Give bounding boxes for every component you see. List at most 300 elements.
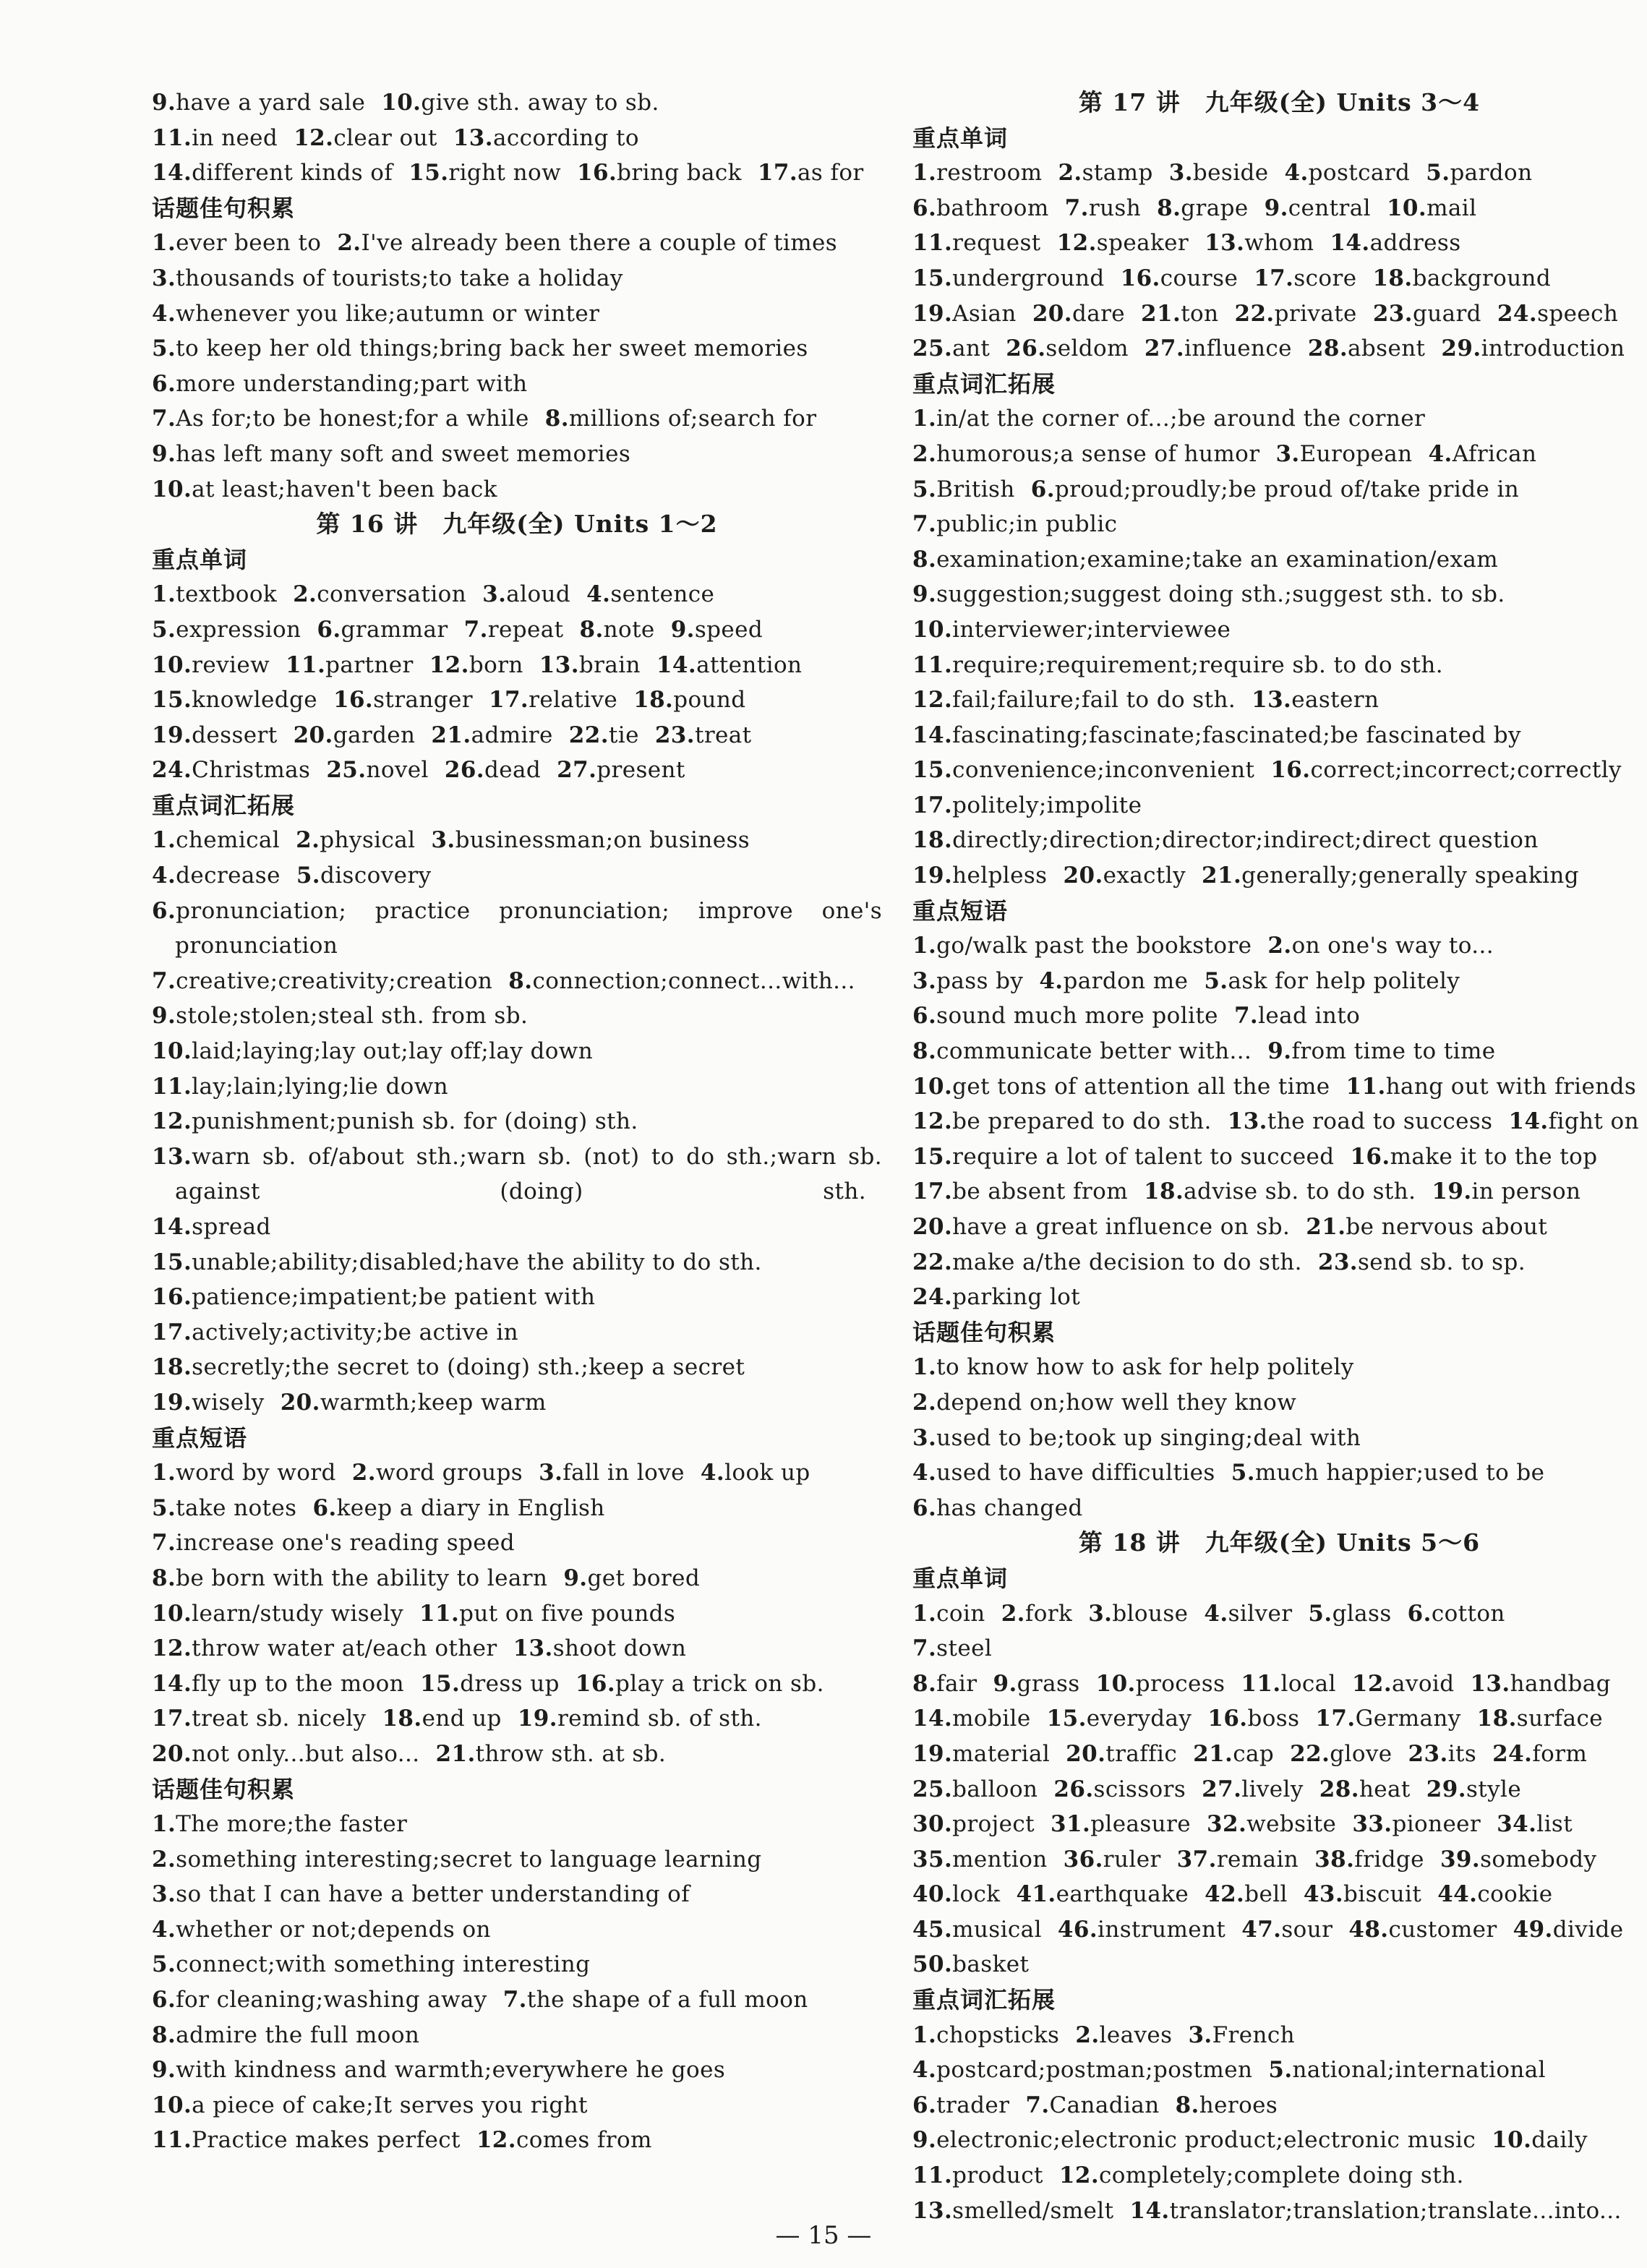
answer-item: 40.lock (912, 1881, 1001, 1908)
answer-item: 5.glass (1308, 1600, 1392, 1627)
answer-item: 14.address (1330, 230, 1461, 257)
answer-line (152, 85, 882, 121)
answer-line (912, 1139, 1646, 1175)
answer-item: 42.bell (1205, 1881, 1288, 1908)
answer-item: 27.influence (1144, 335, 1292, 362)
answer-line (152, 1139, 882, 1210)
answer-item: 9.speed (670, 616, 763, 643)
answer-item: 43.biscuit (1303, 1881, 1422, 1908)
answer-line (152, 1947, 882, 1982)
answer-item: 2.stamp (1058, 160, 1153, 187)
answer-line (152, 648, 882, 683)
answer-item: 9.get bored (563, 1565, 701, 1591)
answer-item: 4.sentence (586, 581, 715, 608)
answer-line (912, 1245, 1646, 1280)
answer-item: 10.learn/study wisely (152, 1600, 403, 1627)
answer-item: 3.used to be;took up singing;deal with (912, 1424, 1361, 1451)
section-heading: 重点单词 (912, 124, 1009, 152)
answer-item: 11.request (912, 230, 1041, 257)
answer-item: 25.balloon (912, 1776, 1038, 1802)
answer-item: 19.helpless (912, 863, 1048, 889)
answer-item: 13.the road to success (1227, 1108, 1493, 1135)
answer-item: 10.give sth. away to sb. (381, 90, 659, 116)
answer-line (912, 1807, 1646, 1842)
answer-item: 7.public;in public (912, 511, 1118, 538)
answer-line (912, 2088, 1646, 2123)
answer-line (152, 1210, 882, 1245)
answer-item: 10.get tons of attention all the time (912, 1073, 1330, 1100)
answer-line (912, 998, 1646, 1034)
answer-line (912, 1701, 1646, 1737)
answer-item: 23.guard (1372, 300, 1481, 327)
answer-line (912, 1947, 1646, 1982)
answer-item: 5.ask for help politely (1204, 967, 1460, 994)
answer-item: 5.discovery (296, 863, 432, 889)
right-column (912, 85, 1646, 2228)
answer-line (152, 612, 882, 648)
answer-item: 1.restroom (912, 160, 1043, 187)
answer-item: 3.thousands of tourists;to take a holiday (152, 265, 623, 291)
answer-item: 35.mention (912, 1846, 1048, 1873)
answer-line (152, 1596, 882, 1632)
answer-item: 14.fight on (1508, 1108, 1639, 1135)
answer-item: 10.at least;haven't been back (152, 476, 497, 502)
answer-item: 20.not only...but also... (152, 1740, 420, 1767)
answer-item: 16.bring back (577, 160, 742, 187)
answer-item: 3.pass by (912, 967, 1024, 994)
answer-item: 25.novel (326, 757, 429, 784)
answer-item: 19.material (912, 1740, 1051, 1767)
answer-line (152, 823, 882, 858)
answer-item: 12.speaker (1056, 230, 1189, 257)
answer-item: 2.fork (1001, 1600, 1073, 1627)
answer-line (912, 964, 1646, 999)
answer-line (152, 2123, 882, 2158)
answer-item: 21.cap (1193, 1740, 1275, 1767)
answer-line (152, 1877, 882, 1912)
answer-item: 37.remain (1176, 1846, 1299, 1873)
answer-item: 9.suggestion;suggest doing sth.;suggest sth. to sb. (912, 581, 1505, 608)
answer-item: 6.pronunciation; practice pronunciation; improve one's pronunciation (152, 897, 882, 959)
answer-item: 20.warmth;keep warm (280, 1389, 547, 1416)
answer-item: 24.form (1492, 1740, 1588, 1767)
answer-line (152, 331, 882, 367)
answer-item: 13.brain (539, 651, 641, 678)
answer-item: 17.as for (757, 160, 864, 187)
answer-item: 4.whether or not;depends on (152, 1916, 491, 1943)
answer-line (912, 1631, 1646, 1666)
answer-item: 15.unable;ability;disabled;have the ability to do sth. (152, 1249, 762, 1275)
answer-item: 17.relative (488, 687, 618, 714)
answer-item: 6.sound much more polite (912, 1003, 1218, 1030)
section-heading: 重点词汇拓展 (912, 369, 1056, 398)
answer-item: 1.chemical (152, 827, 281, 854)
answer-line (912, 823, 1646, 858)
answer-item: 27.lively (1202, 1776, 1304, 1802)
answer-line (912, 2018, 1646, 2053)
answer-item: 19.Asian (912, 300, 1017, 327)
answer-item: 4.postcard (1284, 160, 1411, 187)
answer-item: 24.parking lot (912, 1284, 1081, 1311)
answer-item: 18.directly;direction;director;indirect;direct question (912, 827, 1539, 854)
answer-item: 19.dessert (152, 722, 278, 748)
answer-item: 21.be nervous about (1306, 1214, 1548, 1240)
answer-item: 18.background (1372, 265, 1552, 291)
answer-item: 46.instrument (1057, 1916, 1226, 1943)
answer-item: 10.process (1095, 1670, 1225, 1697)
answer-item: 36.ruler (1063, 1846, 1161, 1873)
answer-item: 16.boss (1207, 1706, 1300, 1732)
answer-line (152, 858, 882, 894)
answer-item: 7.the shape of a full moon (502, 1987, 808, 2014)
answer-item: 13.warn sb. of/about sth.;warn sb. (not) to do sth.;warn sb. against (doing) sth. (152, 1143, 882, 1205)
answer-item: 12.fail;failure;fail to do sth. (912, 687, 1236, 714)
lesson-title: 第 18 讲 九年级(全) Units 5～6 (1078, 1528, 1481, 1557)
answer-item: 13.according to (453, 124, 639, 151)
answer-line (152, 437, 882, 472)
answer-item: 6.bathroom (912, 194, 1049, 221)
answer-line (912, 928, 1646, 964)
answer-item: 7.lead into (1233, 1003, 1361, 1030)
answer-item: 48.customer (1348, 1916, 1497, 1943)
answer-line (152, 121, 882, 156)
answer-item: 9.grass (993, 1670, 1080, 1697)
answer-line (152, 296, 882, 332)
answer-line (912, 2123, 1646, 2158)
answer-item: 2.humorous;a sense of humor (912, 440, 1260, 467)
answer-line (912, 155, 1646, 191)
answer-line (152, 1701, 882, 1737)
answer-line (152, 1491, 882, 1526)
answer-item: 2.leaves (1075, 2021, 1173, 2048)
answer-item: 13.eastern (1252, 687, 1379, 714)
answer-line (912, 1666, 1646, 1702)
answer-line (152, 753, 882, 788)
answer-line (152, 1104, 882, 1139)
answer-item: 2.depend on;how well they know (912, 1389, 1297, 1416)
answer-item: 15.underground (912, 265, 1105, 291)
answer-item: 11.Practice makes perfect (152, 2127, 461, 2154)
answer-item: 7.As for;to be honest;for a while (152, 406, 529, 432)
page-number: — 15 — (775, 2221, 872, 2250)
answer-item: 7.repeat (463, 616, 564, 643)
answer-item: 34.list (1497, 1811, 1573, 1838)
answer-item: 23.treat (654, 722, 752, 748)
answer-item: 7.steel (912, 1635, 993, 1662)
answer-item: 4.pardon me (1039, 967, 1189, 994)
answer-line (152, 226, 882, 261)
answer-item: 21.admire (431, 722, 553, 748)
answer-item: 5.pardon (1426, 160, 1533, 187)
answer-item: 3.so that I can have a better understanding of (152, 1881, 690, 1908)
answer-line (152, 1912, 882, 1948)
answer-item: 3.French (1188, 2021, 1295, 2048)
answer-item: 14.translator;translation;translate...into... (1129, 2197, 1622, 2224)
answer-item: 2.something interesting;secret to language learning (152, 1846, 762, 1873)
answer-item: 4.whenever you like;autumn or winter (152, 300, 600, 327)
answer-item: 3.beside (1168, 160, 1269, 187)
answer-line (912, 472, 1646, 508)
answer-line (912, 1280, 1646, 1315)
answer-item: 18.end up (382, 1706, 502, 1732)
answer-item: 2.word groups (351, 1460, 523, 1486)
answer-line (912, 1455, 1646, 1491)
answer-item: 6.keep a diary in English (312, 1494, 605, 1521)
answer-item: 12.avoid (1351, 1670, 1455, 1697)
answer-item: 14.fly up to the moon (152, 1670, 405, 1697)
answer-item: 14.spread (152, 1214, 271, 1240)
section-heading: 重点单词 (152, 545, 248, 573)
answer-item: 19.in person (1432, 1178, 1581, 1205)
answer-item: 8.be born with the ability to learn (152, 1565, 548, 1591)
answer-item: 32.website (1207, 1811, 1337, 1838)
answer-item: 25.ant (912, 335, 991, 362)
answer-item: 47.sour (1241, 1916, 1333, 1943)
answer-item: 1.to know how to ask for help politely (912, 1354, 1354, 1381)
answer-line (152, 1315, 882, 1351)
answer-item: 18.surface (1476, 1706, 1603, 1732)
answer-line (912, 753, 1646, 788)
answer-item: 6.proud;proudly;be proud of/take pride in (1030, 476, 1520, 502)
answer-line (152, 2053, 882, 2088)
answer-item: 20.traffic (1066, 1740, 1178, 1767)
answer-item: 17.be absent from (912, 1178, 1128, 1205)
answer-line (152, 2088, 882, 2123)
answer-item: 10.interviewer;interviewee (912, 616, 1231, 643)
answer-item: 12.comes from (476, 2127, 652, 2154)
answer-item: 11.put on five pounds (419, 1600, 676, 1627)
answer-line (912, 1772, 1646, 1807)
section-heading: 重点短语 (912, 896, 1009, 925)
answer-item: 26.seldom (1006, 335, 1129, 362)
answer-item: 8.grape (1157, 194, 1249, 221)
answer-item: 8.examination;examine;take an examination/exam (912, 546, 1499, 573)
answer-item: 33.pioneer (1352, 1811, 1481, 1838)
answer-line (912, 437, 1646, 472)
answer-item: 27.present (557, 757, 685, 784)
answer-line (912, 191, 1646, 226)
answer-item: 1.ever been to (152, 230, 322, 257)
answer-item: 1.go/walk past the bookstore (912, 933, 1252, 959)
answer-item: 2.physical (296, 827, 416, 854)
answer-item: 50.basket (912, 1951, 1030, 1978)
answer-item: 6.trader (912, 2092, 1010, 2118)
answer-item: 10.mail (1386, 194, 1477, 221)
answer-item: 12.be prepared to do sth. (912, 1108, 1212, 1135)
answer-item: 30.project (912, 1811, 1035, 1838)
lesson-title: 第 16 讲 九年级(全) Units 1～2 (316, 510, 718, 539)
answer-item: 18.secretly;the secret to (doing) sth.;keep a secret (152, 1354, 745, 1381)
section-heading: 重点单词 (912, 1564, 1009, 1592)
answer-item: 20.dare (1032, 300, 1126, 327)
answer-item: 44.cookie (1437, 1881, 1553, 1908)
answer-line (912, 718, 1646, 753)
answer-line (912, 682, 1646, 718)
answer-item: 17.actively;activity;be active in (152, 1319, 518, 1345)
answer-item: 38.fridge (1314, 1846, 1424, 1873)
answer-item: 2.conversation (293, 581, 467, 608)
answer-line (152, 682, 882, 718)
answer-line (912, 1737, 1646, 1772)
answer-item: 24.speech (1497, 300, 1619, 327)
section-heading: 话题佳句积累 (152, 194, 296, 222)
answer-item: 3.European (1275, 440, 1413, 467)
left-column (152, 85, 882, 2158)
answer-item: 15.everyday (1046, 1706, 1192, 1732)
answer-item: 6.has changed (912, 1494, 1083, 1521)
answer-item: 13.handbag (1470, 1670, 1611, 1697)
answer-item: 10.a piece of cake;It serves you right (152, 2092, 588, 2118)
answer-item: 1.in/at the corner of...;be around the corner (912, 406, 1426, 432)
answer-line (912, 1069, 1646, 1105)
answer-item: 5.to keep her old things;bring back her sweet memories (152, 335, 808, 362)
answer-line (912, 1104, 1646, 1139)
answer-line (912, 261, 1646, 296)
answer-line (152, 1982, 882, 2018)
answer-item: 3.aloud (482, 581, 571, 608)
answer-item: 5.national;international (1268, 2057, 1546, 2084)
answer-item: 9.has left many soft and sweet memories (152, 440, 631, 467)
answer-item: 9.stole;stolen;steal sth. from sb. (152, 1003, 529, 1030)
answer-item: 3.fall in love (539, 1460, 685, 1486)
answer-line (152, 261, 882, 296)
answer-line (912, 1912, 1646, 1948)
answer-item: 19.wisely (152, 1389, 265, 1416)
answer-line (912, 1034, 1646, 1069)
answer-line (152, 1561, 882, 1596)
answer-item: 24.Christmas (152, 757, 311, 784)
answer-item: 16.play a trick on sb. (575, 1670, 824, 1697)
answer-item: 11.product (912, 2162, 1043, 2189)
answer-item: 1.coin (912, 1600, 985, 1627)
answer-line (912, 226, 1646, 261)
answer-item: 12.clear out (294, 124, 437, 151)
section-heading: 重点词汇拓展 (152, 791, 296, 819)
answer-item: 26.dead (444, 757, 542, 784)
answer-line (152, 1034, 882, 1069)
answer-item: 10.daily (1492, 2127, 1588, 2154)
answer-item: 9.from time to time (1267, 1038, 1496, 1065)
answer-line (912, 648, 1646, 683)
answer-item: 21.throw sth. at sb. (435, 1740, 667, 1767)
answer-item: 20.garden (293, 722, 416, 748)
answer-line (152, 401, 882, 437)
answer-item: 9.have a yard sale (152, 90, 366, 116)
answer-item: 23.send sb. to sp. (1317, 1249, 1526, 1275)
answer-item: 4.decrease (152, 863, 281, 889)
answer-item: 4.used to have difficulties (912, 1460, 1215, 1486)
answer-item: 10.laid;laying;lay out;lay off;lay down (152, 1038, 594, 1065)
answer-line (912, 1842, 1646, 1878)
answer-item: 16.course (1120, 265, 1239, 291)
answer-line (912, 1350, 1646, 1385)
answer-item: 7.rush (1064, 194, 1142, 221)
answer-item: 22.private (1234, 300, 1357, 327)
answer-item: 21.generally;generally speaking (1202, 863, 1580, 889)
answer-item: 5.connect;with something interesting (152, 1951, 591, 1978)
answer-item: 4.silver (1204, 1600, 1293, 1627)
answer-item: 8.communicate better with... (912, 1038, 1252, 1065)
answer-item: 19.remind sb. of sth. (517, 1706, 762, 1732)
section-heading: 重点词汇拓展 (912, 1986, 1056, 2014)
answer-item: 11.in need (152, 124, 278, 151)
answer-line (152, 718, 882, 753)
answer-item: 16.correct;incorrect;correctly (1270, 757, 1622, 784)
answer-line (912, 858, 1646, 894)
answer-line (912, 296, 1646, 332)
answer-line (912, 2053, 1646, 2088)
answer-line (152, 367, 882, 402)
answer-item: 9.central (1264, 194, 1371, 221)
answer-line (912, 1385, 1646, 1421)
answer-line (152, 998, 882, 1034)
answer-line (152, 1807, 882, 1842)
answer-item: 13.shoot down (513, 1635, 687, 1662)
answer-line (152, 1631, 882, 1666)
answer-item: 6.for cleaning;washing away (152, 1987, 487, 2014)
answer-line (912, 1596, 1646, 1632)
answer-item: 4.postcard;postman;postmen (912, 2057, 1253, 2084)
answer-item: 39.somebody (1439, 1846, 1597, 1873)
answer-item: 14.attention (656, 651, 803, 678)
answer-item: 17.politely;impolite (912, 792, 1142, 818)
answer-item: 5.expression (152, 616, 301, 643)
answer-line (152, 894, 882, 964)
section-heading: 话题佳句积累 (152, 1775, 296, 1803)
lesson-title: 第 17 讲 九年级(全) Units 3～4 (1078, 88, 1481, 116)
answer-line (152, 1385, 882, 1421)
answer-item: 15.require a lot of talent to succeed (912, 1143, 1335, 1170)
answer-line (152, 577, 882, 612)
answer-item: 10.review (152, 651, 270, 678)
answer-item: 5.British (912, 476, 1015, 502)
answer-line (912, 1174, 1646, 1210)
answer-item: 6.cotton (1407, 1600, 1505, 1627)
answer-line (912, 331, 1646, 367)
answer-item: 41.earthquake (1016, 1881, 1189, 1908)
answer-item: 17.Germany (1315, 1706, 1461, 1732)
answer-item: 3.businessman;on business (431, 827, 750, 854)
answer-item: 8.note (579, 616, 655, 643)
answer-line (912, 612, 1646, 648)
section-heading: 话题佳句积累 (912, 1318, 1056, 1346)
answer-item: 2.I've already been there a couple of times (337, 230, 838, 257)
answer-item: 49.divide (1513, 1916, 1624, 1943)
answer-line (912, 401, 1646, 437)
answer-item: 6.grammar (317, 616, 448, 643)
answer-item: 1.word by word (152, 1460, 336, 1486)
answer-item: 31.pleasure (1051, 1811, 1192, 1838)
answer-item: 5.much happier;used to be (1231, 1460, 1545, 1486)
answer-item: 20.exactly (1063, 863, 1186, 889)
answer-item: 9.electronic;electronic product;electronic music (912, 2127, 1476, 2154)
answer-line (912, 788, 1646, 823)
answer-item: 7.creative;creativity;creation (152, 967, 493, 994)
answer-item: 14.fascinating;fascinate;fascinated;be fascinated by (912, 722, 1521, 748)
answer-item: 8.heroes (1175, 2092, 1278, 2118)
answer-item: 1.chopsticks (912, 2021, 1060, 2048)
answer-item: 18.pound (633, 687, 746, 714)
answer-item: 16.make it to the top (1350, 1143, 1598, 1170)
answer-item: 15.right now (408, 160, 562, 187)
answer-item: 11.local (1241, 1670, 1336, 1697)
answer-line (152, 1280, 882, 1315)
answer-item: 15.knowledge (152, 687, 317, 714)
answer-item: 1.The more;the faster (152, 1811, 408, 1838)
answer-item: 16.stranger (333, 687, 473, 714)
answer-item: 15.dress up (420, 1670, 560, 1697)
answer-item: 11.partner (286, 651, 414, 678)
